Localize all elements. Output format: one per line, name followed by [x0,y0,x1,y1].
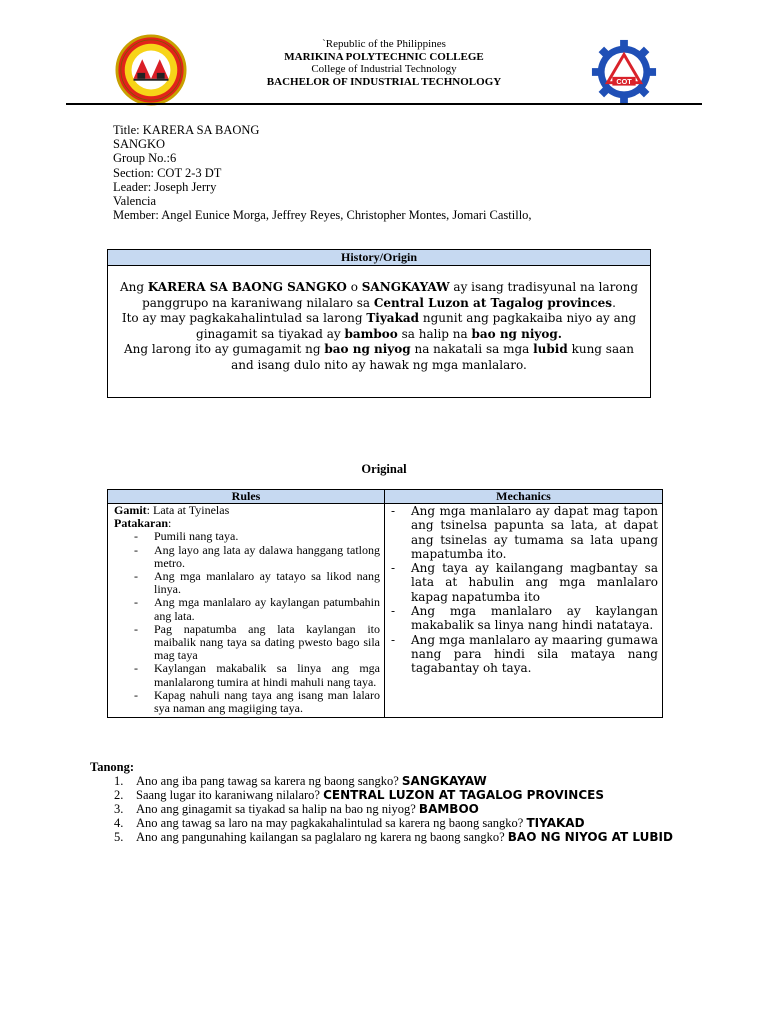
rule-item: - Kapag nahuli nang taya ang isang man lalaro sya naman ang magiiging taya. [114,689,380,715]
rule-item: - Ang mga manlalaro ay kaylangan patumbahin ang lata. [114,596,380,622]
section: Section: COT 2-3 DT [113,165,222,180]
answer: TIYAKAD [526,816,585,830]
department-name: College of Industrial Technology [311,63,457,75]
patakaran-line: Patakaran: [114,516,172,531]
rules-header: Rules [108,490,385,504]
members: Member: Angel Eunice Morga, Jeffrey Reyes, Christopher Montes, Jomari Castillo, [113,208,532,223]
history-body [108,266,650,373]
tanong-section [90,760,690,844]
cot-logo-text: COT [616,77,632,87]
program-name: BACHELOR OF INDUSTRIAL TECHNOLOGY [266,75,502,88]
mechanic-item: - Ang mga manlalaro ay kaylangan makabalik sa linya nang hindi natataya. [391,604,658,633]
rules-cell [108,504,385,718]
cot-gear-logo [590,38,658,106]
leader-line-2: Valencia [113,194,157,209]
rule-item: - Kaylangan makabalik sa linya ang mga manlalarong tumira at hindi mahuli nang taya. [114,662,380,688]
question-list [90,774,690,844]
answer: CENTRAL LUZON AT TAGALOG PROVINCES [323,788,604,802]
title-line-1: Title: KARERA SA BAONG [113,123,260,137]
history-origin-box [107,249,651,398]
header-text-block [200,38,568,88]
mechanic-item: - Ang mga manlalaro ay maaring gumawa nang para hindi sila mataya nang tagabantay oh taya. [391,633,658,676]
leader-line-1: Leader: Joseph Jerry [113,179,217,194]
history-paragraph-2: Ito ay may pagkakahalintulad sa larong Tiyakad ngunit ang pagkakaiba niyo ay ang ginagamit sa tiyakad ay bamboo sa halip na bao ng niyog. [121,311,637,341]
mechanic-item: - Ang mga manlalaro ay dapat mag tapon ang tsinelsa papunta sa lata, at dapat ang tsinelas ay tumama sa lata upang mapatumba ito. [391,504,658,561]
answer: BAMBOO [418,802,479,816]
document-header [0,0,768,108]
answer: BAO NG NIYOG AT LUBID [507,830,673,844]
rule-item: - Ang mga manlalaro ay tatayo sa likod nang linya. [114,570,380,596]
project-info [113,123,532,222]
question-item: 3. Ano ang ginagamit sa tiyakad sa halip na bao ng niyog? BAMBOO [114,802,479,816]
history-paragraph-1: Ang KARERA SA BAONG SANGKO o SANGKAYAW ay isang tradisyunal na larong panggrupo na karaniwang nilalaro sa Central Luzon at Tagalog provinces. [119,280,639,310]
rules-list [114,530,380,715]
rule-item: - Pumili nang taya. [114,530,380,543]
history-heading: History/Origin [108,250,650,266]
rules-mechanics-table [107,489,663,718]
mechanics-cell [385,504,663,718]
history-paragraph-3: Ang larong ito ay gumagamit ng bao ng niyog na nakatali sa mga lubid kung saan and isang dulo nito ay hawak ng mga manlalaro. [124,342,634,372]
tanong-heading: Tanong: [90,760,135,774]
question-item: 2. Saang lugar ito karaniwang nilalaro? CENTRAL LUZON AT TAGALOG PROVINCES [114,788,604,802]
question-item: 5. Ano ang pangunahing kailangan sa paglalaro ng karera ng baong sangko? BAO NG NIYOG AT LUBID [114,830,673,844]
rule-item: - Pag napatumba ang lata kaylangan ito maibalik nang taya sa dating pwesto bago sila mag taya [114,623,380,663]
mechanics-list [391,504,658,676]
question-item: 1. Ano ang iba pang tawag sa karera ng baong sangko? SANGKAYAW [114,774,487,788]
answer: SANGKAYAW [401,774,487,788]
header-divider [66,103,702,105]
mechanics-header: Mechanics [385,490,663,504]
group-number: Group No.:6 [113,151,177,166]
marikina-polytechnic-logo [112,34,190,106]
gamit-line: Gamit: Lata at Tyinelas [114,503,230,517]
mechanic-item: - Ang taya ay kailangang magbantay sa lata at habulin ang mga manlalaro kapag napatumba ito [391,561,658,604]
question-item: 4. Ano ang tawag sa laro na may pagkakahalintulad sa karera ng baong sangko? TIYAKAD [114,816,585,830]
title-line-2: SANGKO [113,137,166,152]
original-label: Original [361,462,407,476]
rule-item: - Ang layo ang lata ay dalawa hanggang tatlong metro. [114,544,380,570]
republic-line: `Republic of the Philippines [322,38,446,50]
college-name: MARIKINA POLYTECHNIC COLLEGE [284,50,484,63]
